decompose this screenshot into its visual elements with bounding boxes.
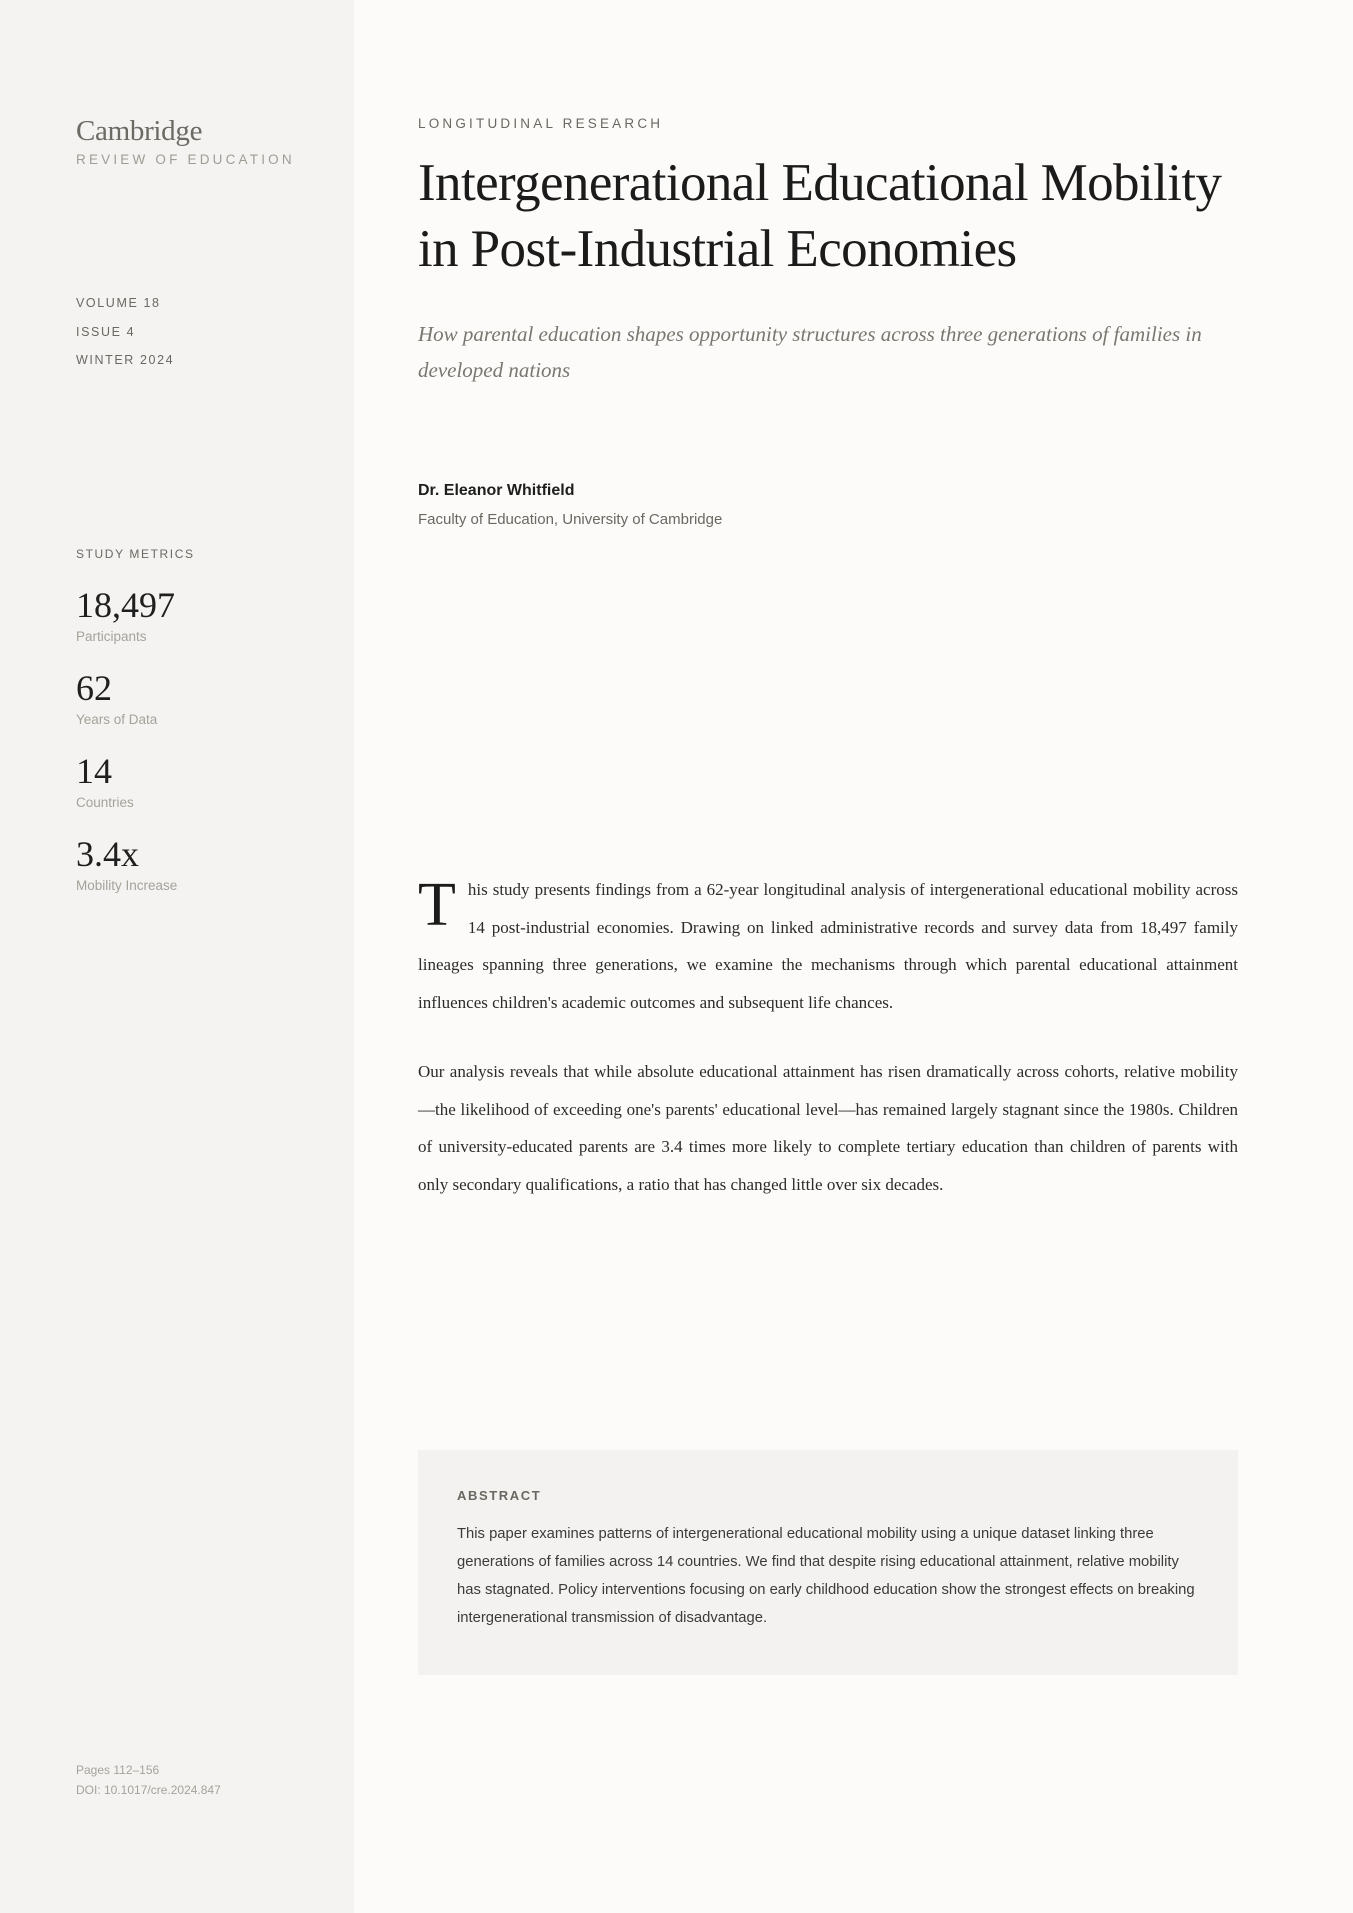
author-affiliation: Faculty of Education, University of Cambridge bbox=[418, 511, 723, 528]
paragraph-1-text: his study presents findings from a 62-year longitudinal analysis of intergenerational educational mobility across 14 post-industrial economies. Drawing on linked administrative records and survey data from 18,497 family lineages spanning three generations, we examine the mechanisms through which parental educational attainment influences children's academic outcomes and subsequent life chances. bbox=[418, 880, 1238, 1012]
article-kicker: LONGITUDINAL RESEARCH bbox=[418, 116, 664, 131]
abstract-text: This paper examines patterns of intergenerational educational mobility using a unique dataset linking three generations of families across 14 countries. We find that despite rising educational attainment, relative mobility has stagnated. Policy interventions focusing on early childhood education show the strongest effects on breaking intergenerational transmission of disadvantage. bbox=[457, 1526, 1195, 1626]
issue-number: ISSUE 4 bbox=[76, 324, 136, 339]
metric-mobility bbox=[76, 834, 195, 893]
metrics-title: STUDY METRICS bbox=[76, 547, 195, 561]
metric-label: Years of Data bbox=[76, 712, 158, 727]
doi: DOI: 10.1017/cre.2024.847 bbox=[76, 1783, 221, 1797]
study-metrics bbox=[76, 547, 195, 893]
metric-label: Mobility Increase bbox=[76, 878, 178, 893]
metric-value: 3.4x bbox=[76, 834, 139, 874]
metric-value: 62 bbox=[76, 668, 112, 708]
metric-participants bbox=[76, 585, 195, 644]
abstract-title: ABSTRACT bbox=[457, 1488, 542, 1503]
metric-years bbox=[76, 668, 195, 727]
issue-info bbox=[76, 289, 174, 375]
journal-subtitle: REVIEW OF EDUCATION bbox=[76, 152, 295, 167]
metric-value: 14 bbox=[76, 751, 112, 791]
drop-cap: T bbox=[418, 871, 456, 939]
sidebar bbox=[0, 0, 354, 1913]
article-title: Intergenerational Educational Mobility in Post-Industrial Economies bbox=[418, 154, 1222, 278]
article-subtitle: How parental education shapes opportunity structures across three generations of families in developed nations bbox=[418, 322, 1202, 382]
page-range: Pages 112–156 bbox=[76, 1763, 160, 1777]
author-name: Dr. Eleanor Whitfield bbox=[418, 482, 575, 499]
metric-value: 18,497 bbox=[76, 585, 175, 625]
journal-brand bbox=[76, 114, 295, 167]
metric-label: Participants bbox=[76, 629, 147, 644]
metric-countries bbox=[76, 751, 195, 810]
body-paragraph-2: Our analysis reveals that while absolute educational attainment has risen dramatically across cohorts, relative mobility—the likelihood of exceeding one's parents' educational level—has remained largely stagnant since the 1980s. Children of university-educated parents are 3.4 times more likely to complete tertiary education than children of parents with only secondary qualifications, a ratio that has changed little over six decades. bbox=[418, 1062, 1238, 1194]
abstract-box bbox=[418, 1450, 1238, 1675]
body-paragraph-1 bbox=[418, 871, 1238, 1021]
journal-name: Cambridge bbox=[76, 115, 203, 147]
metric-label: Countries bbox=[76, 795, 134, 810]
publication-info bbox=[76, 1760, 221, 1800]
issue-volume: VOLUME 18 bbox=[76, 296, 161, 310]
issue-season: WINTER 2024 bbox=[76, 353, 175, 367]
